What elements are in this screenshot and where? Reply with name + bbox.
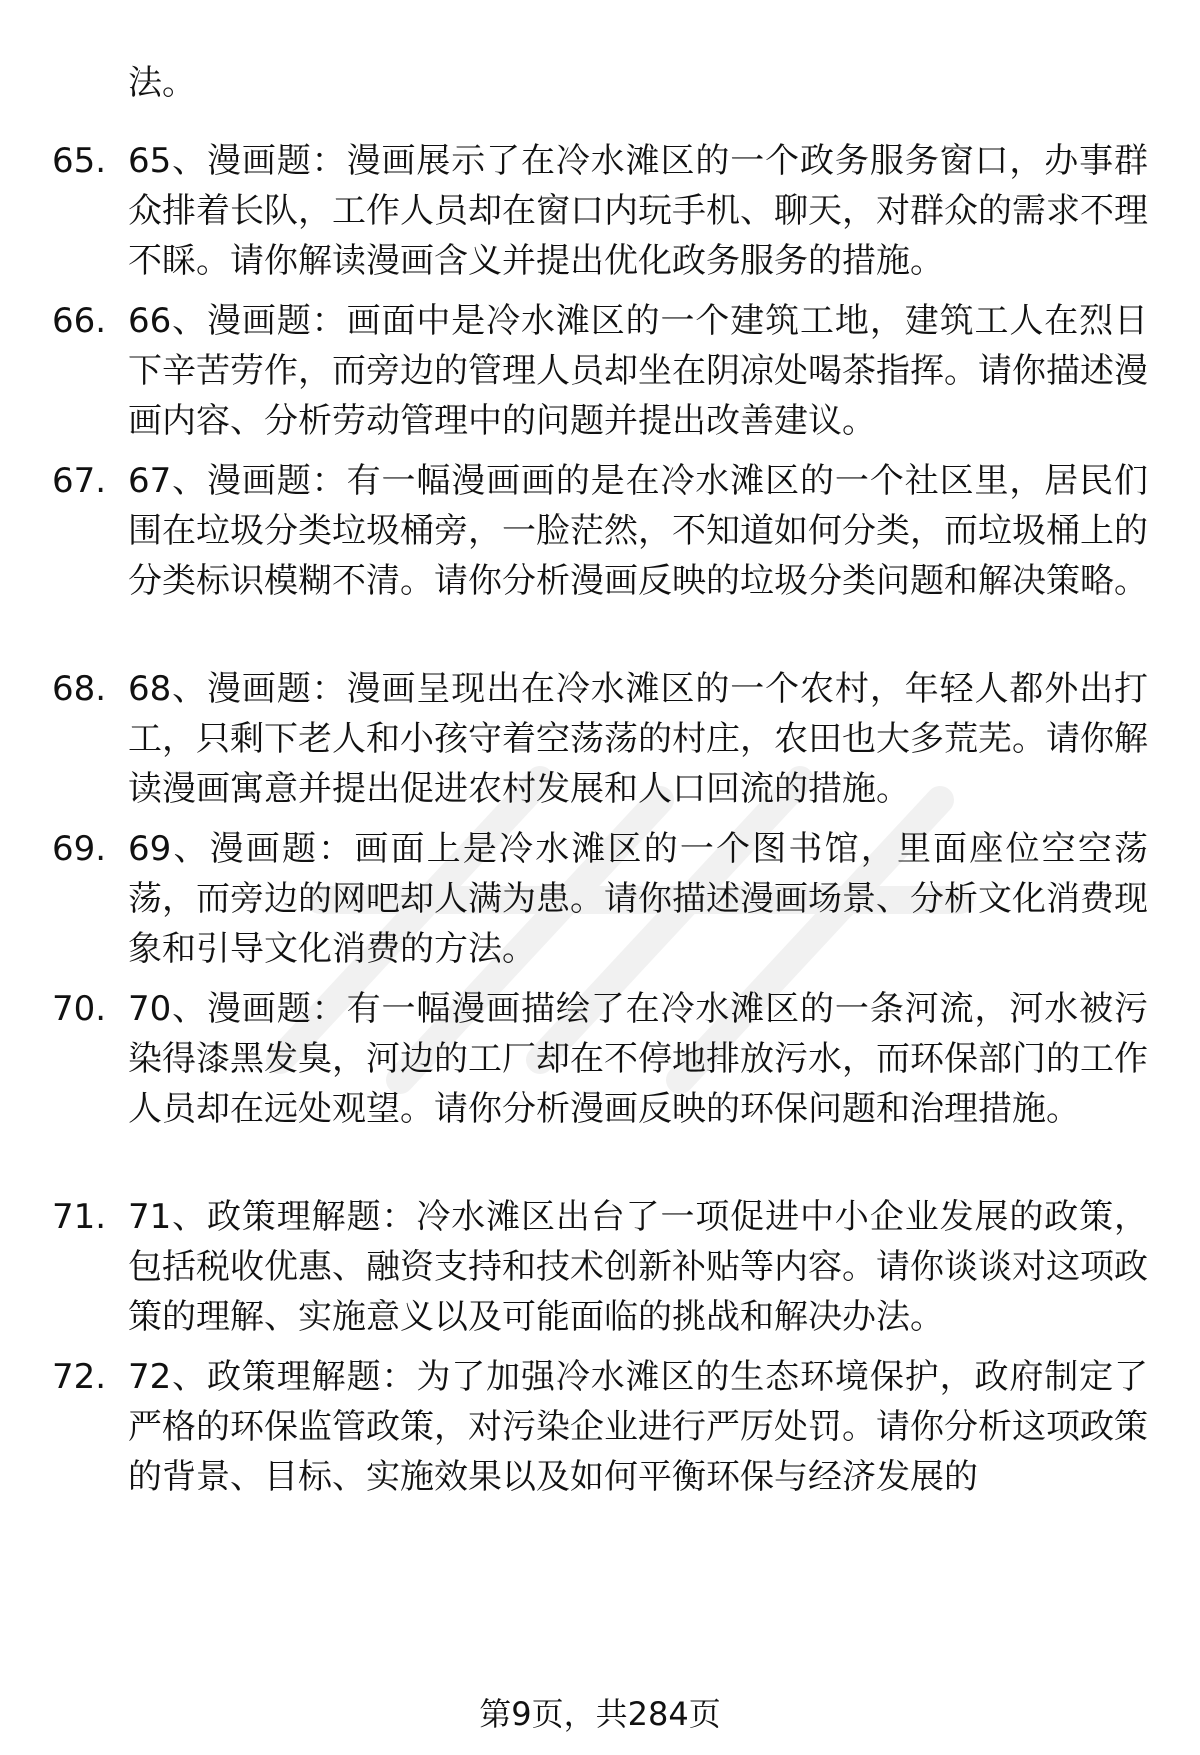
question-text: 71、政策理解题：冷水滩区出台了一项促进中小企业发展的政策，包括税收优惠、融资支持和技术创新补贴等内容。请你谈谈对这项政策的理解、实施意义以及可能面临的挑战和解决办法。 [128,1197,1148,1337]
question-text: 67、漫画题：有一幅漫画画的是在冷水滩区的一个社区里，居民们围在垃圾分类垃圾桶旁，一脸茫然，不知道如何分类，而垃圾桶上的分类标识模糊不清。请你分析漫画反映的垃圾分类问题和解决策略。 [128,461,1148,601]
page-footer: 第9页，共284页 [479,1695,721,1733]
question-text: 69、漫画题：画面上是冷水滩区的一个图书馆，里面座位空空荡荡，而旁边的网吧却人满为患。请你描述漫画场景、分析文化消费现象和引导文化消费的方法。 [128,829,1148,969]
question-text: 65、漫画题：漫画展示了在冷水滩区的一个政务服务窗口，办事群众排着长队，工作人员却在窗口内玩手机、聊天，对群众的需求不理不睬。请你解读漫画含义并提出优化政务服务的措施。 [128,141,1148,281]
question-number: 68. [52,669,107,709]
continued-text: 法。 [128,63,196,103]
question-number: 72. [52,1357,107,1397]
question-text: 66、漫画题：画面中是冷水滩区的一个建筑工地，建筑工人在烈日下辛苦劳作，而旁边的管理人员却坐在阴凉处喝茶指挥。请你描述漫画内容、分析劳动管理中的问题并提出改善建议。 [128,301,1148,441]
question-number: 66. [52,301,107,341]
question-text: 70、漫画题：有一幅漫画描绘了在冷水滩区的一条河流，河水被污染得漆黑发臭，河边的工厂却在不停地排放污水，而环保部门的工作人员却在远处观望。请你分析漫画反映的环保问题和治理措施。 [128,989,1148,1129]
question-text: 68、漫画题：漫画呈现出在冷水滩区的一个农村，年轻人都外出打工，只剩下老人和小孩守着空荡荡的村庄，农田也大多荒芜。请你解读漫画寓意并提出促进农村发展和人口回流的措施。 [128,669,1148,809]
question-number: 65. [52,141,107,181]
question-number: 70. [52,989,107,1029]
question-number: 69. [52,829,107,869]
question-number: 71. [52,1197,107,1237]
question-number: 67. [52,461,107,501]
question-text: 72、政策理解题：为了加强冷水滩区的生态环境保护，政府制定了严格的环保监管政策，对污染企业进行严厉处罚。请你分析这项政策的背景、目标、实施效果以及如何平衡环保与经济发展的 [128,1357,1148,1497]
